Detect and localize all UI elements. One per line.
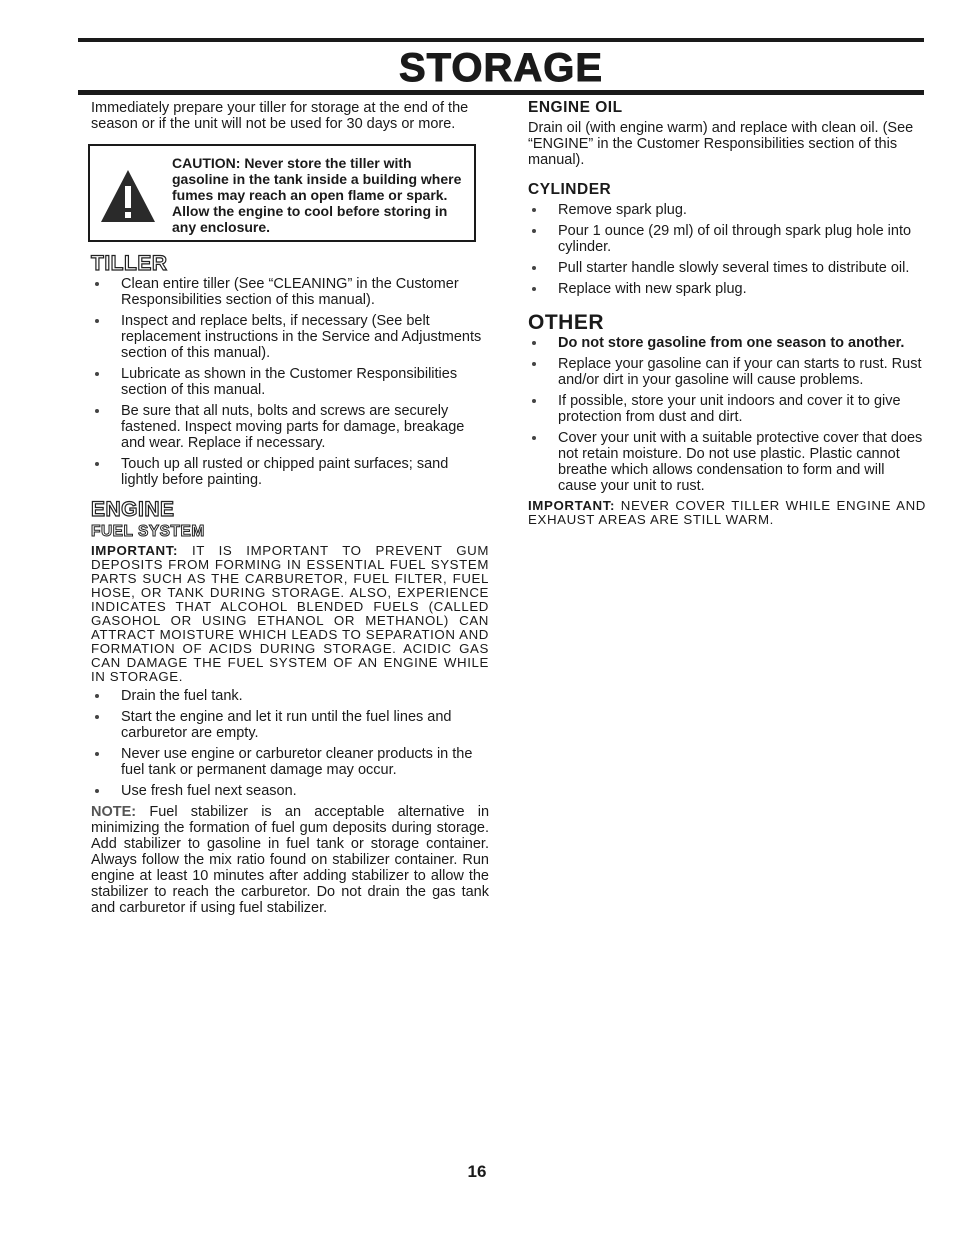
- list-item: [91, 709, 489, 741]
- list-item: [528, 430, 926, 494]
- fuel-list: [91, 688, 489, 799]
- list-item: [528, 356, 926, 388]
- list-item: [528, 335, 926, 351]
- important-text: NEVER COVER TILLER WHILE ENGINE AND EXHAUST AREAS ARE STILL WARM.: [528, 498, 927, 527]
- engine-oil-heading: ENGINE OIL: [528, 99, 623, 116]
- engine-heading: ENGINE: [91, 498, 175, 521]
- list-item: [528, 223, 926, 255]
- bullet: [95, 789, 99, 793]
- list-item-text: Touch up all rusted or chipped paint surfaces; sand lightly before painting.: [121, 456, 449, 488]
- top-rule: [78, 38, 924, 42]
- list-item-text: Drain the fuel tank.: [121, 688, 243, 704]
- bullet: [95, 372, 99, 376]
- caution-box: [88, 144, 476, 242]
- tiller-list: [91, 276, 489, 488]
- list-item: [528, 281, 926, 297]
- tiller-heading: TILLER: [91, 252, 168, 275]
- title-rule: [78, 90, 924, 95]
- fuel-system-heading: FUEL SYSTEM: [91, 523, 205, 540]
- list-item-text: If possible, store your unit indoors and cover it to give protection from dust and dirt.: [558, 393, 901, 425]
- list-item-text: Use fresh fuel next season.: [121, 783, 297, 799]
- important-label: IMPORTANT:: [91, 543, 179, 558]
- list-item: [91, 456, 489, 488]
- list-item-text: Inspect and replace belts, if necessary (See belt replacement instructions in the Service and Adjustments section of this manual).: [121, 313, 482, 361]
- list-item-text: Replace with new spark plug.: [558, 281, 747, 297]
- list-item: [91, 688, 489, 704]
- list-item-text: Lubricate as shown in the Customer Responsibilities section of this manual.: [121, 366, 458, 398]
- list-item: [528, 260, 926, 276]
- list-item: [91, 366, 489, 398]
- list-item-text: Be sure that all nuts, bolts and screws are securely fastened. Inspect moving parts for damage, breakage and wear. Replace if necessary.: [121, 403, 465, 451]
- note-text: Fuel stabilizer is an acceptable alternative in minimizing the formation of fuel gum deposits during storage. Add stabilizer to gasoline in fuel tank or storage container. Always follow the mix ratio found on stabilizer container. Run engine at least 10 minutes after adding stabilizer to allow the stabilizer to reach the carburetor. Do not drain the gas tank and carburetor if using fuel stabilizer.: [91, 804, 490, 916]
- list-item: [528, 202, 926, 218]
- bullet: [532, 436, 536, 440]
- list-item-text: Clean entire tiller (See “CLEANING” in the Customer Responsibilities section of this manual).: [121, 276, 459, 308]
- warning-triangle-icon: [100, 168, 156, 224]
- bullet: [532, 266, 536, 270]
- bullet: [532, 208, 536, 212]
- cylinder-heading: CYLINDER: [528, 181, 612, 198]
- list-item-text: Remove spark plug.: [558, 202, 687, 218]
- left-column: [91, 100, 489, 916]
- important-label: IMPORTANT:: [528, 498, 616, 513]
- bullet: [95, 462, 99, 466]
- bullet: [532, 362, 536, 366]
- bullet: [95, 752, 99, 756]
- list-item-text: Replace your gasoline can if your can starts to rust. Rust and/or dirt in your gasoline will cause problems.: [558, 356, 922, 388]
- list-item-text: Pull starter handle slowly several times to distribute oil.: [558, 260, 910, 276]
- bullet: [95, 694, 99, 698]
- engine-oil-text: Drain oil (with engine warm) and replace with clean oil. (See “ENGINE” in the Customer Responsibilities section of this manual).: [528, 120, 914, 168]
- intro-text: Immediately prepare your tiller for storage at the end of the season or if the unit will not be used for 30 days or more.: [91, 100, 469, 132]
- right-column: [528, 100, 926, 527]
- bullet: [95, 409, 99, 413]
- list-item: [91, 783, 489, 799]
- bullet: [532, 287, 536, 291]
- bullet: [532, 399, 536, 403]
- other-important-paragraph: [528, 499, 926, 527]
- note-paragraph: [91, 804, 489, 916]
- cylinder-list: [528, 202, 926, 297]
- list-item-text: Do not store gasoline from one season to another.: [558, 335, 905, 351]
- bullet: [95, 282, 99, 286]
- fuel-important-paragraph: [91, 544, 489, 684]
- list-item-text: Cover your unit with a suitable protective cover that does not retain moisture. Do not use plastic. Plastic cannot breathe which allows condensation to form and will cause your unit to rust.: [558, 430, 923, 494]
- bullet: [532, 229, 536, 233]
- page-title: STORAGE: [398, 46, 604, 90]
- list-item-text: Never use engine or carburetor cleaner products in the fuel tank or permanent damage may occur.: [121, 746, 473, 778]
- list-item: [91, 313, 489, 361]
- list-item: [528, 393, 926, 425]
- note-label: NOTE:: [91, 804, 137, 820]
- bullet: [95, 319, 99, 323]
- important-text: IT IS IMPORTANT TO PREVENT GUM DEPOSITS FROM FORMING IN ESSENTIAL FUEL SYSTEM PARTS SUCH AS THE CARBURETOR, FUEL FILTER, FUEL HOSE, OR TANK DURING STORAGE. ALSO, EXPERIENCE INDICATES THAT ALCOHOL BLENDED FUELS (CALLED GASOHOL OR USING ETHANOL OR METHANOL) CAN ATTRACT MOISTURE WHICH LEADS TO SEPARATION AND FORMATION OF ACIDS DURING STORAGE. ACIDIC GAS CAN DAMAGE THE FUEL SYSTEM OF AN ENGINE WHILE IN STORAGE.: [91, 543, 490, 684]
- list-item: [91, 403, 489, 451]
- page-number: 16: [467, 1162, 487, 1181]
- bullet: [532, 341, 536, 345]
- other-list: [528, 335, 926, 494]
- list-item-text: Pour 1 ounce (29 ml) of oil through spark plug hole into cylinder.: [558, 223, 912, 255]
- caution-text: CAUTION: Never store the tiller with gasoline in the tank inside a building where fumes may reach an open flame or spark. Allow the engine to cool before storing in any enclosure.: [172, 155, 462, 235]
- list-item-text: Start the engine and let it run until the fuel lines and carburetor are empty.: [121, 709, 452, 741]
- title-bar: [78, 46, 924, 90]
- bullet: [95, 715, 99, 719]
- list-item: [91, 276, 489, 308]
- other-heading: OTHER: [528, 311, 604, 334]
- list-item: [91, 746, 489, 778]
